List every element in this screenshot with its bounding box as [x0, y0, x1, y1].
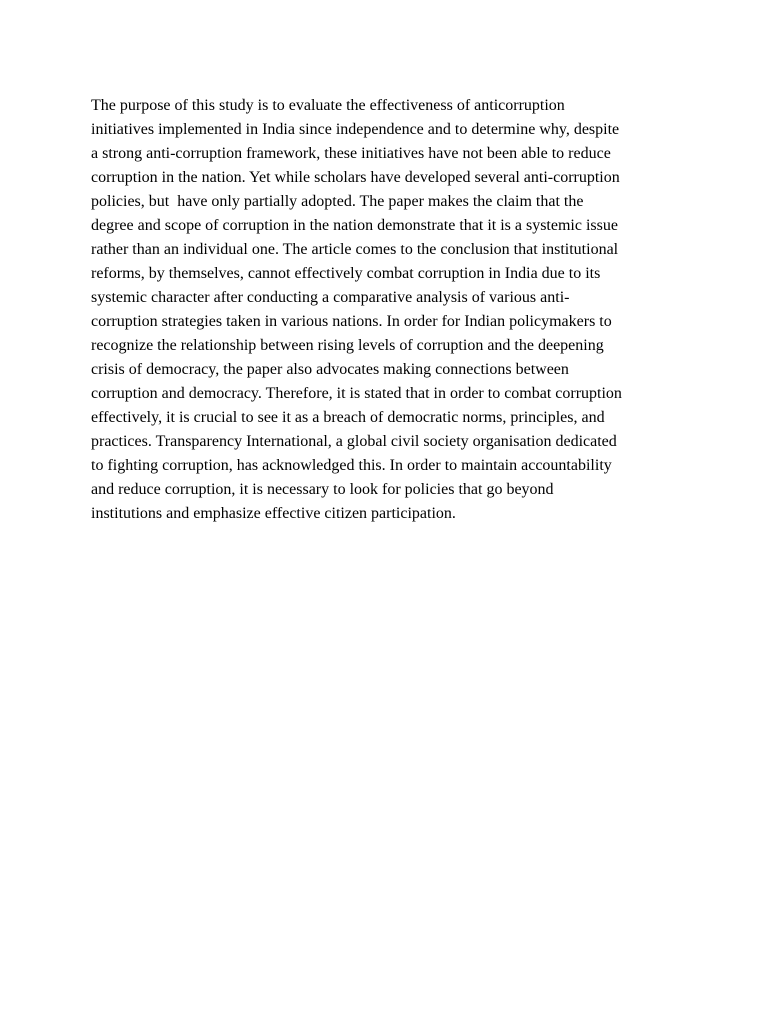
paragraph-line: a strong anti-corruption framework, these initiatives have not been able to reduce	[91, 145, 611, 162]
paragraph-line: systemic character after conducting a comparative analysis of various anti-	[91, 289, 570, 306]
paragraph-line: and reduce corruption, it is necessary to look for policies that go beyond	[91, 481, 554, 498]
paragraph-line: institutions and emphasize effective citizen participation.	[91, 505, 456, 522]
paragraph-line: crisis of democracy, the paper also advocates making connections between	[91, 361, 569, 378]
paragraph-line: rather than an individual one. The article comes to the conclusion that institutional	[91, 241, 619, 258]
paragraph-line: degree and scope of corruption in the nation demonstrate that it is a systemic issue	[91, 217, 618, 234]
paragraph-line: practices. Transparency International, a global civil society organisation dedicated	[91, 433, 617, 450]
paragraph-line: The purpose of this study is to evaluate the effectiveness of anticorruption	[91, 97, 565, 114]
paragraph-line: corruption strategies taken in various nations. In order for Indian policymakers to	[91, 313, 612, 330]
paragraph-line: corruption in the nation. Yet while scholars have developed several anti-corruption	[91, 169, 620, 186]
paragraph-line: initiatives implemented in India since independence and to determine why, despite	[91, 121, 620, 138]
paragraph-line: policies, but have only partially adopted. The paper makes the claim that the	[91, 193, 584, 210]
paragraph-line: to fighting corruption, has acknowledged this. In order to maintain accountability	[91, 457, 612, 474]
abstract-paragraph	[91, 94, 691, 526]
paragraph-line: corruption and democracy. Therefore, it is stated that in order to combat corruption	[91, 385, 622, 402]
paragraph-line: effectively, it is crucial to see it as a breach of democratic norms, principles, and	[91, 409, 605, 426]
paragraph-line: recognize the relationship between rising levels of corruption and the deepening	[91, 337, 604, 354]
paragraph-line: reforms, by themselves, cannot effectively combat corruption in India due to its	[91, 265, 601, 282]
